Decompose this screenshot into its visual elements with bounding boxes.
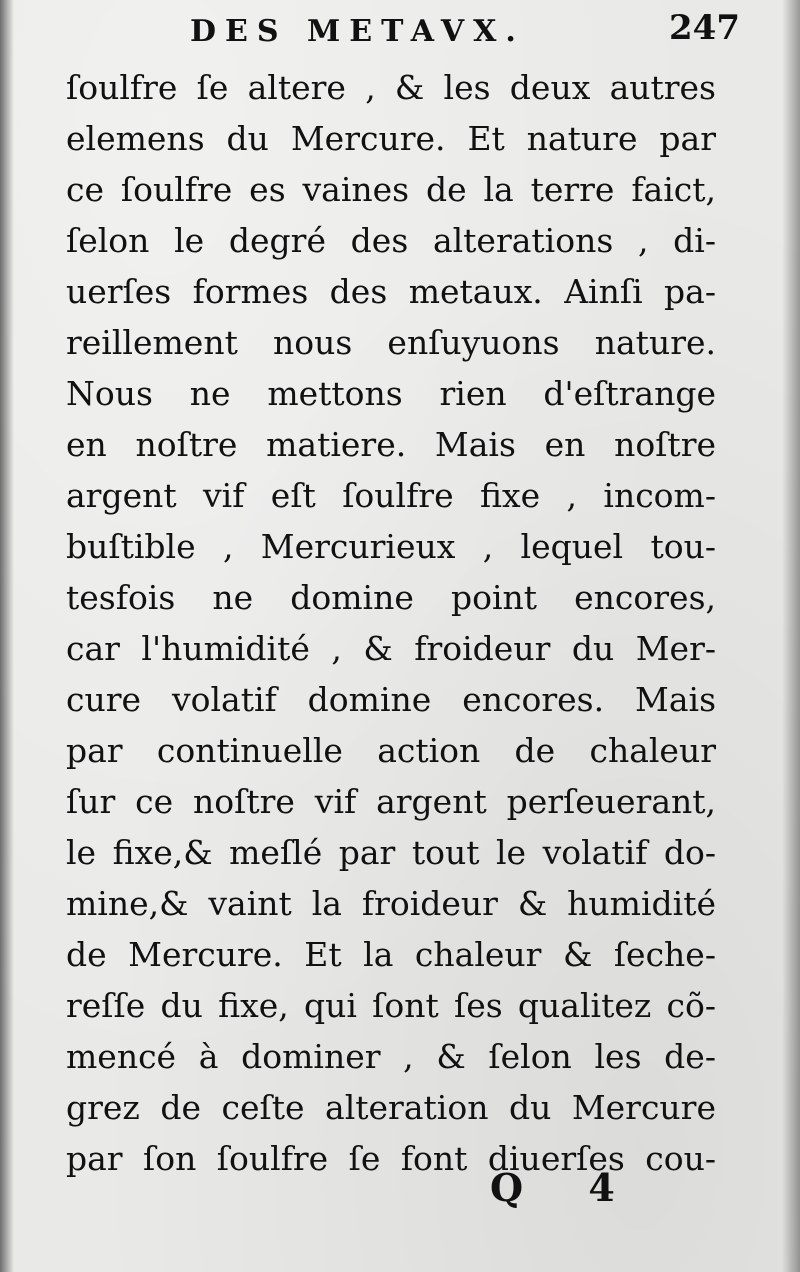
text-line: mencé à dominer , & ſelon les de- <box>66 1037 716 1076</box>
text-line: ſelon le degré des alterations , di- <box>66 221 716 260</box>
text-line: ſur ce noſtre vif argent perſeuerant, <box>66 782 716 821</box>
body-text <box>66 62 716 1184</box>
text-line: buſtible , Mercurieux , lequel tou- <box>66 527 716 566</box>
text-line: par continuelle action de chaleur <box>66 731 716 770</box>
text-line: le fixe,& meſlé par tout le volatif do- <box>66 833 716 872</box>
text-line: ſoulfre ſe altere , & les deux autres <box>66 68 716 107</box>
text-line: reſſe du fixe, qui ſont ſes qualitez cõ- <box>66 986 716 1025</box>
running-head: DES METAVX. <box>190 14 525 49</box>
text-line: mine,& vaint la froideur & humidité <box>66 884 716 923</box>
spine-shadow <box>0 0 14 1272</box>
text-line: tesfois ne domine point encores, <box>66 578 716 617</box>
signature-mark: Q 4 <box>490 1165 641 1210</box>
text-line: de Mercure. Et la chaleur & ſeche- <box>66 935 716 974</box>
text-line: uerſes formes des metaux. Ainſi pa- <box>66 272 716 311</box>
text-line: en noſtre matiere. Mais en noſtre <box>66 425 716 464</box>
page-number: 247 <box>669 8 740 48</box>
text-line: Nous ne mettons rien d'eſtrange <box>66 374 716 413</box>
text-line: par ſon ſoulfre ſe font diuerſes cou- <box>66 1139 716 1178</box>
page-header <box>60 6 740 54</box>
text-line: cure volatif domine encores. Mais <box>66 680 716 719</box>
page-footer <box>490 1158 641 1218</box>
page-edge-shadow <box>782 0 800 1272</box>
text-line: ce ſoulfre es vaines de la terre faict, <box>66 170 716 209</box>
text-line: grez de ceſte alteration du Mercure <box>66 1088 716 1127</box>
text-line: reillement nous enſuyuons nature. <box>66 323 716 362</box>
text-line: car l'humidité , & froideur du Mer- <box>66 629 716 668</box>
text-line: argent vif eſt ſoulfre fixe , incom- <box>66 476 716 515</box>
text-line: elemens du Mercure. Et nature par <box>66 119 716 158</box>
